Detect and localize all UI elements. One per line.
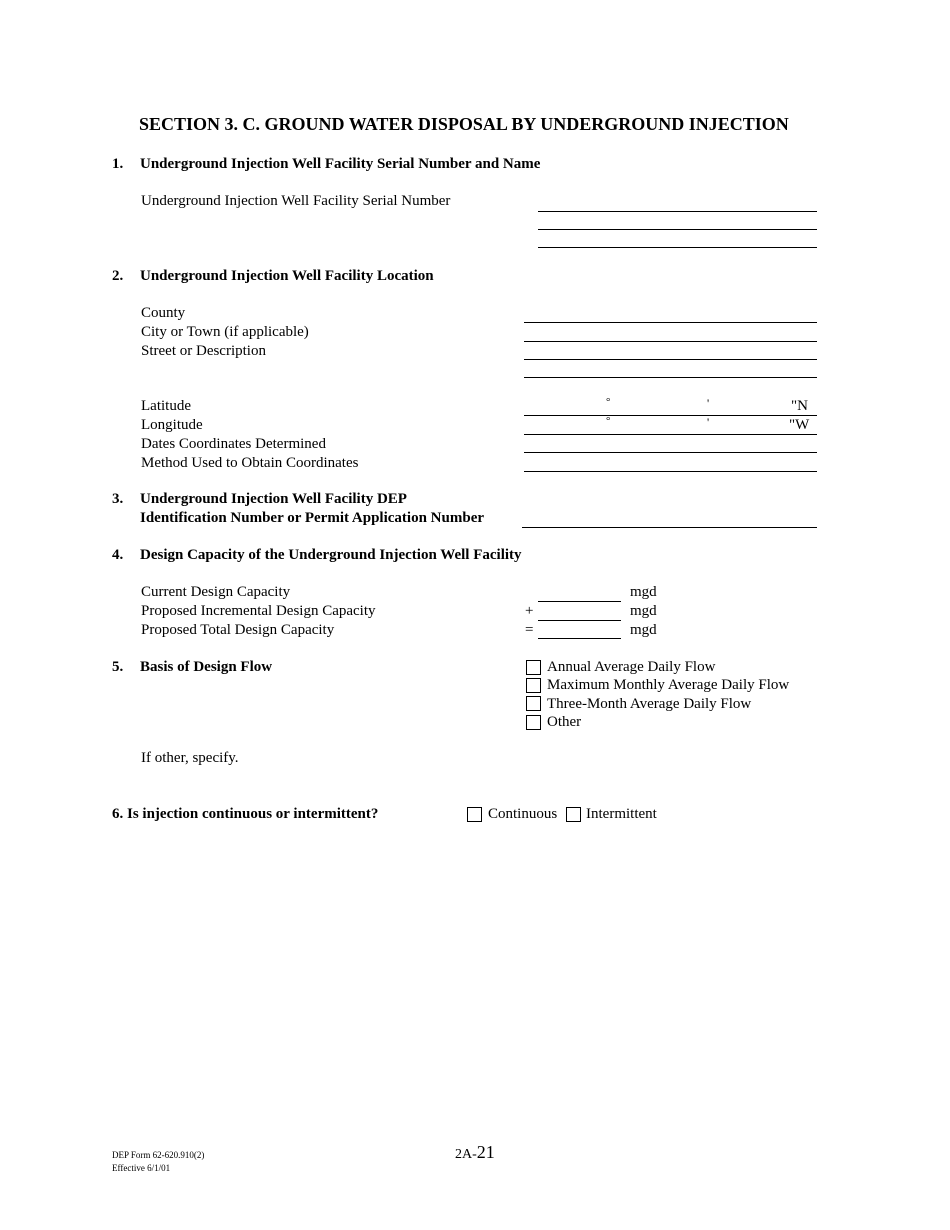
option-other-label: Other xyxy=(547,714,582,730)
incremental-capacity-field[interactable] xyxy=(538,620,621,621)
item6-heading: 6. Is injection continuous or intermittent? xyxy=(112,806,379,822)
latitude-direction: "N xyxy=(791,398,808,414)
total-capacity-label: Proposed Total Design Capacity xyxy=(141,622,335,638)
latitude-label: Latitude xyxy=(141,398,191,414)
effective-date: Effective 6/1/01 xyxy=(112,1163,171,1173)
section-title: SECTION 3. C. GROUND WATER DISPOSAL BY UNDERGROUND INJECTION xyxy=(139,114,789,134)
option-annual-average-label: Annual Average Daily Flow xyxy=(547,659,716,675)
serial-number-field[interactable] xyxy=(538,211,817,212)
checkbox-three-month[interactable] xyxy=(526,696,541,711)
dep-id-field[interactable] xyxy=(522,527,817,528)
checkbox-continuous[interactable] xyxy=(467,807,482,822)
item2-number: 2. xyxy=(112,268,124,284)
incremental-capacity-label: Proposed Incremental Design Capacity xyxy=(141,603,376,619)
total-capacity-field[interactable] xyxy=(538,638,621,639)
longitude-minute-symbol: ' xyxy=(707,415,710,429)
plus-sign: + xyxy=(525,603,534,619)
item5-number: 5. xyxy=(112,659,124,675)
item5-heading: Basis of Design Flow xyxy=(140,659,273,675)
page-number-prefix: 2A- xyxy=(455,1147,477,1162)
method-coordinates-label: Method Used to Obtain Coordinates xyxy=(141,455,359,471)
latitude-field[interactable] xyxy=(524,415,817,416)
if-other-label: If other, specify. xyxy=(141,750,239,766)
item1-heading: Underground Injection Well Facility Serial Number and Name xyxy=(140,156,541,172)
item3-heading-line1: Underground Injection Well Facility DEP xyxy=(140,491,407,507)
street-field-2[interactable] xyxy=(524,377,817,378)
checkbox-annual-average[interactable] xyxy=(526,660,541,675)
checkbox-maximum-monthly[interactable] xyxy=(526,678,541,693)
item3-number: 3. xyxy=(112,491,124,507)
checkbox-other[interactable] xyxy=(526,715,541,730)
county-field[interactable] xyxy=(524,322,817,323)
current-capacity-label: Current Design Capacity xyxy=(141,584,291,600)
facility-name-field-1[interactable] xyxy=(538,229,817,230)
longitude-field[interactable] xyxy=(524,434,817,435)
county-label: County xyxy=(141,305,186,321)
latitude-minute-symbol: ' xyxy=(707,396,710,410)
item4-number: 4. xyxy=(112,547,124,563)
page-number-value: 21 xyxy=(476,1142,495,1162)
street-field-1[interactable] xyxy=(524,359,817,360)
dates-coordinates-label: Dates Coordinates Determined xyxy=(141,436,326,452)
item4-heading: Design Capacity of the Underground Injection Well Facility xyxy=(140,547,522,563)
current-capacity-field[interactable] xyxy=(538,601,621,602)
item3-heading-line2: Identification Number or Permit Application Number xyxy=(140,510,485,526)
option-maximum-monthly-label: Maximum Monthly Average Daily Flow xyxy=(547,677,790,693)
city-field[interactable] xyxy=(524,341,817,342)
checkbox-intermittent[interactable] xyxy=(566,807,581,822)
item1-number: 1. xyxy=(112,156,124,172)
equals-sign: = xyxy=(525,622,534,638)
continuous-label: Continuous xyxy=(488,806,558,822)
option-three-month-label: Three-Month Average Daily Flow xyxy=(547,696,752,712)
longitude-label: Longitude xyxy=(141,417,203,433)
item2-heading: Underground Injection Well Facility Location xyxy=(140,268,434,284)
longitude-direction: "W xyxy=(789,417,810,433)
method-coordinates-field[interactable] xyxy=(524,471,817,472)
longitude-degree-symbol: ° xyxy=(606,415,611,427)
form-number: DEP Form 62-620.910(2) xyxy=(112,1150,205,1160)
dates-coordinates-field[interactable] xyxy=(524,452,817,453)
total-capacity-unit: mgd xyxy=(630,622,657,638)
page-number xyxy=(455,1142,495,1163)
serial-number-label: Underground Injection Well Facility Serial Number xyxy=(141,193,451,209)
facility-name-field-2[interactable] xyxy=(538,247,817,248)
street-label: Street or Description xyxy=(141,343,266,359)
intermittent-label: Intermittent xyxy=(586,806,657,822)
city-label: City or Town (if applicable) xyxy=(141,324,309,340)
latitude-degree-symbol: ° xyxy=(606,396,611,408)
incremental-capacity-unit: mgd xyxy=(630,603,657,619)
current-capacity-unit: mgd xyxy=(630,584,657,600)
